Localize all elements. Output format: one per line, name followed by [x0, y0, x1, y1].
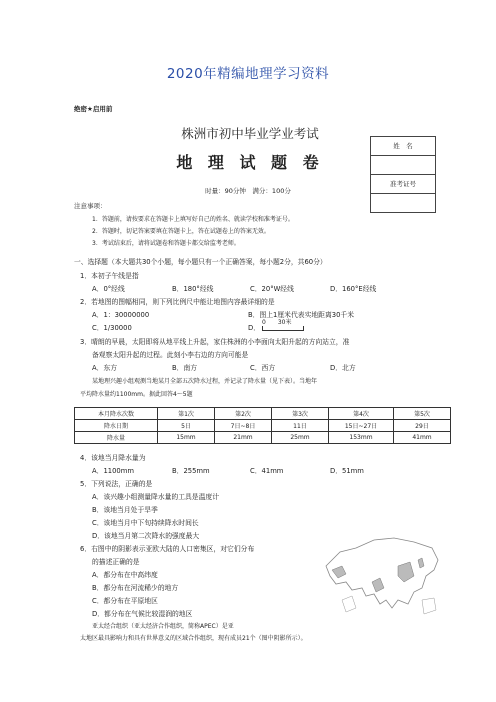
japan-dense-area	[418, 558, 424, 568]
table-cell: 第3次	[272, 408, 329, 420]
question-6: 6．右图中的阴影表示亚欧大陆的人口密集区，对它们分布	[80, 545, 255, 553]
question-3: 3．晴朗的早晨，太阳即将从地平线上升起，家住株洲的小李面向太阳升起的方向站立，准	[80, 338, 350, 346]
option: D．51mm	[330, 467, 364, 475]
option: C．1/30000	[92, 324, 132, 332]
east-asia-dense-area	[398, 562, 414, 582]
option: A．0°经线	[92, 285, 125, 293]
ticket-label: 准考证号	[371, 175, 435, 194]
scale-bar	[262, 326, 304, 331]
question-3-cont: 备观察太阳升起的过程。此刻小李右边的方向可能是	[92, 351, 249, 359]
africa-outline	[342, 596, 356, 612]
time-info: 时量：90分钟 满分：100分	[205, 187, 291, 195]
option: B．该地当月处于旱季	[92, 506, 158, 514]
option: D．都分布在气候比较湿润的地区	[92, 610, 193, 618]
table-cell: 第4次	[329, 408, 394, 420]
option: B．南方	[172, 364, 198, 372]
option: D．该地当月第二次降水的强度最大	[92, 532, 200, 540]
option: C．41mm	[250, 467, 284, 475]
eurasia-population-map	[322, 530, 442, 622]
option: D．	[248, 324, 261, 332]
table-cell: 降水日期	[75, 420, 158, 432]
option: C．都分布在平原地区	[92, 597, 158, 605]
option: B．255mm	[172, 467, 210, 475]
table-cell: 11日	[272, 420, 329, 432]
rain-intro: 某地理兴趣小组观测当地某月全部五次降水过程，并记录了降水量（见下表）。当地年	[92, 378, 318, 385]
table-row	[75, 408, 451, 420]
table-cell: 15日~27日	[329, 420, 394, 432]
table-cell: 41mm	[394, 432, 451, 444]
table-cell: 5日	[158, 420, 215, 432]
apec-intro-cont: 太地区最具影响力和具有世界意义的区域合作组织，现有成员21个（图中阴影所示）。	[80, 635, 307, 642]
ticket-blank[interactable]	[371, 194, 435, 212]
rain-intro-cont: 平均降水量约1100mm。据此回答4～5题	[80, 391, 193, 398]
table-cell: 第2次	[215, 408, 272, 420]
question-6-cont: 的描述正确的是	[92, 558, 140, 566]
table-cell: 153mm	[329, 432, 394, 444]
option: A．1：30000000	[92, 311, 150, 319]
question-5: 5．下列说法，正确的是	[80, 480, 153, 488]
option: A．该兴趣小组测量降水量的工具是温度计	[92, 493, 219, 501]
table-cell: 25mm	[272, 432, 329, 444]
name-blank[interactable]	[371, 156, 435, 175]
exam-title: 株洲市初中毕业学业考试	[181, 126, 319, 141]
option: B．图上1厘米代表实地距离30千米	[248, 311, 354, 319]
section-heading: 一、选择题（本大题共30个小题，每小题只有一个正确答案，每小题2分，共60分）	[74, 258, 327, 266]
europe-dense-area	[332, 566, 346, 578]
island-outline	[422, 598, 436, 614]
notice-item: 2．答题时，切记答案要填在答题卡上，答在试题卷上的答案无效。	[92, 228, 270, 235]
name-label: 姓 名	[371, 137, 435, 156]
page-banner: 2020年精编地理学习资料	[166, 66, 330, 82]
table-cell: 15mm	[158, 432, 215, 444]
option: B．180°经线	[172, 285, 214, 293]
scale-bar-label: 0 30米	[262, 319, 292, 326]
option: D．160°E经线	[330, 285, 377, 293]
table-cell: 7日~8日	[215, 420, 272, 432]
option: A．1100mm	[92, 467, 134, 475]
option: B．都分布在河流稀少的地方	[92, 584, 179, 592]
apec-intro: 亚太经合组织（亚太经济合作组织，简称APEC）是亚	[92, 623, 234, 630]
option: C．西方	[250, 364, 276, 372]
subject-title: 地 理 试 题 卷	[176, 153, 324, 172]
candidate-info-box	[370, 136, 436, 213]
table-cell: 本月降水次数	[75, 408, 158, 420]
question-2: 2．若地图的图幅相同，则下列比例尺中能让地图内容最详细的是	[80, 298, 275, 306]
option: C．20°W经线	[250, 285, 294, 293]
secret-label: 绝密★启用前	[74, 105, 113, 113]
table-cell: 29日	[394, 420, 451, 432]
table-row	[75, 420, 451, 432]
option: A．都分布在中高纬度	[92, 571, 158, 579]
question-4: 4．该地当月降水量为	[80, 454, 146, 462]
option: D．北方	[330, 364, 356, 372]
option: A．东方	[92, 364, 118, 372]
table-cell: 第1次	[158, 408, 215, 420]
table-cell: 第5次	[394, 408, 451, 420]
table-row	[75, 432, 451, 444]
table-cell: 降水量	[75, 432, 158, 444]
rainfall-table	[74, 407, 451, 444]
notice-heading: 注意事项：	[74, 202, 107, 210]
notice-item: 1．答题前，请按要求在答题卡上填写好自己的姓名、就读学校和准考证号。	[92, 216, 294, 223]
notice-item: 3．考试结束后，请将试题卷和答题卡都交给监考老师。	[92, 240, 240, 247]
south-asia-dense-area	[372, 578, 384, 592]
table-cell: 21mm	[215, 432, 272, 444]
option: C．该地当月中下旬持续降水时间长	[92, 519, 199, 527]
question-1: 1．本初子午线是指	[80, 272, 139, 280]
